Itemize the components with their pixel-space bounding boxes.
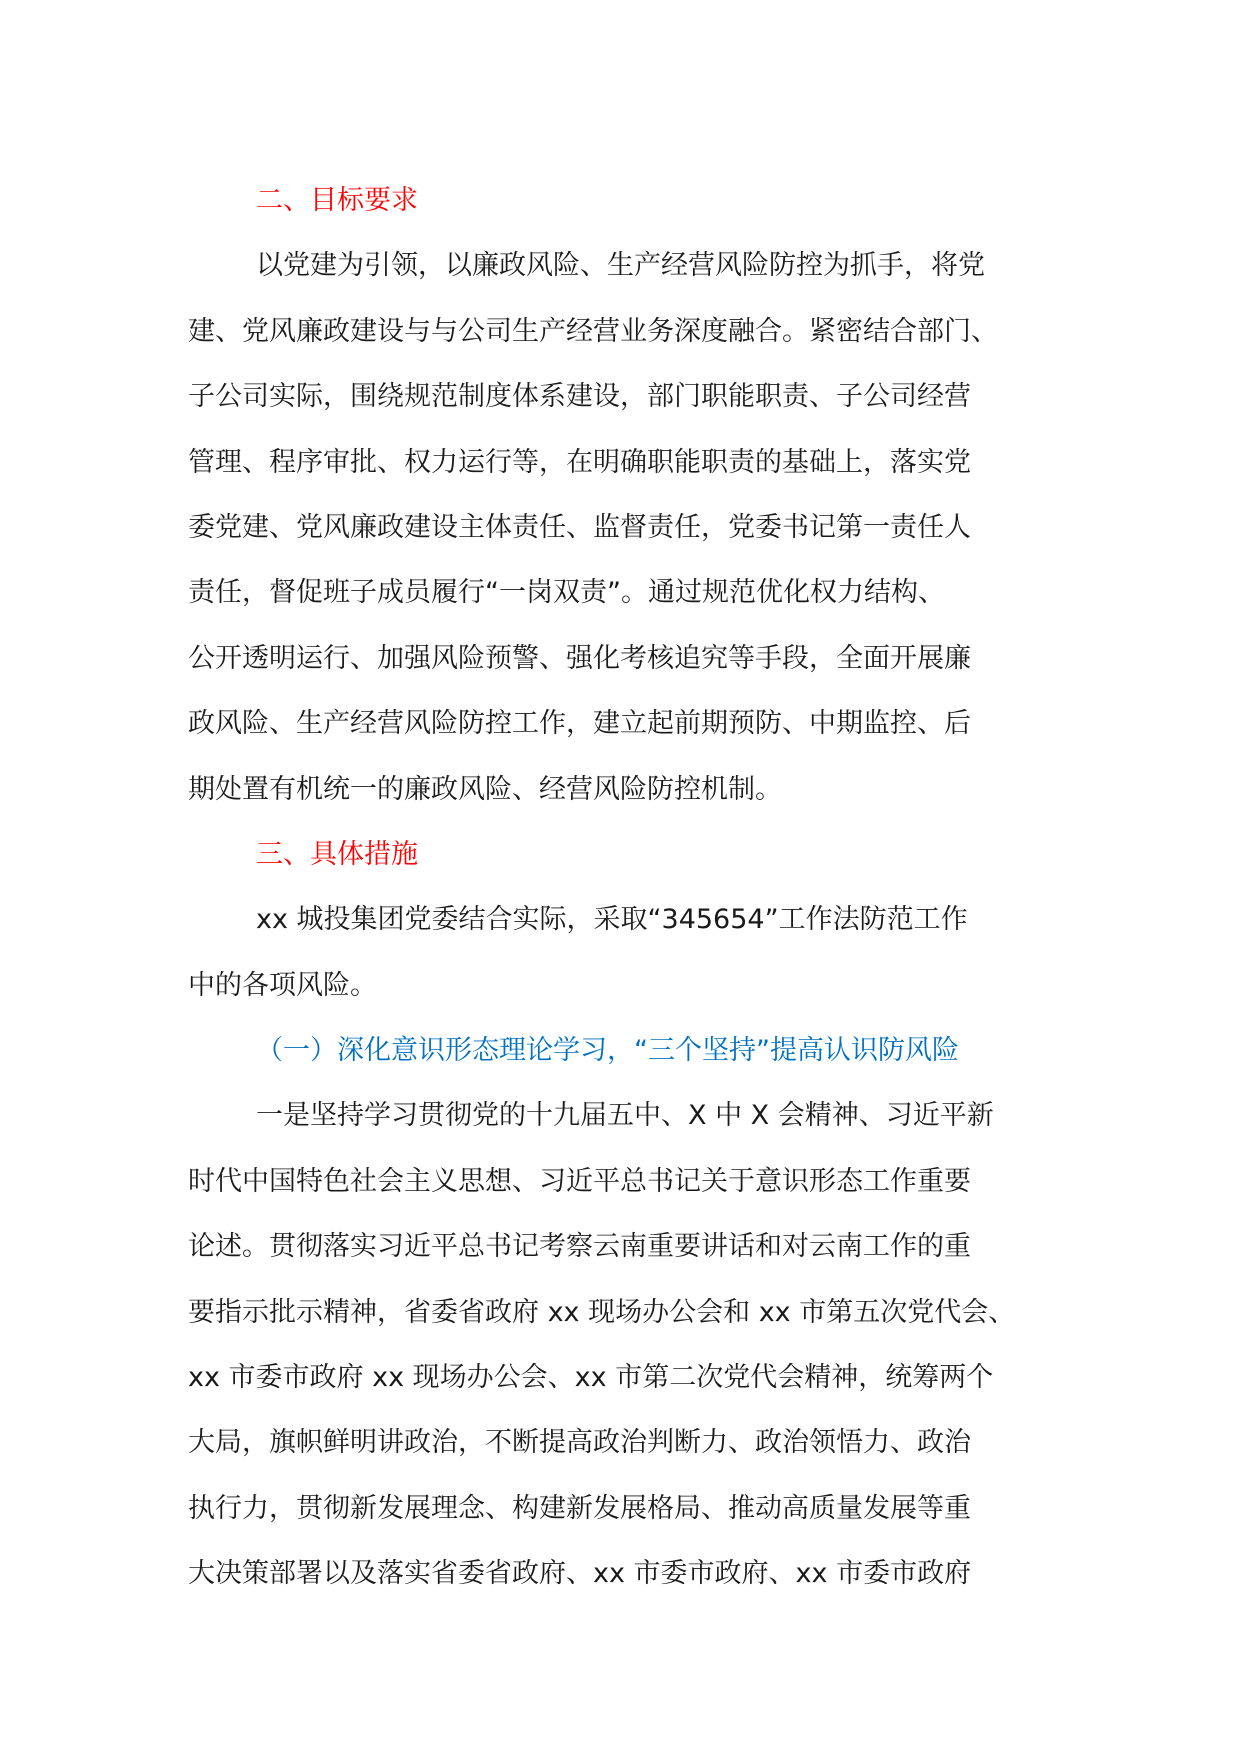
section-heading-goals: 二、目标要求	[256, 185, 418, 216]
section-heading-measures: 三、具体措施	[256, 838, 418, 870]
paragraph-line: 建、党风廉政建设与与公司生产经营业务深度融合。紧密结合部门、	[188, 315, 998, 347]
document-body	[188, 168, 1052, 1607]
paragraph-line: 要指示批示精神，省委省政府 xx 现场办公会和 xx 市第五次党代会、	[188, 1296, 1016, 1328]
paragraph-line: 执行力，贯彻新发展理念、构建新发展格局、推动高质量发展等重	[188, 1492, 971, 1524]
paragraph-goals	[188, 233, 1052, 822]
paragraph-line: 以党建为引领，以廉政风险、生产经营风险防控为抓手，将党	[256, 250, 985, 282]
paragraph-line: 中的各项风险。	[188, 969, 377, 1001]
paragraph-line: 一是坚持学习贯彻党的十九届五中、X 中 X 会精神、习近平新	[256, 1100, 994, 1132]
paragraph-line: 期处置有机统一的廉政风险、经营风险防控机制。	[188, 773, 782, 805]
paragraph-line: 公开透明运行、加强风险预警、强化考核追究等手段，全面开展廉	[188, 642, 971, 674]
paragraph-line: 大局，旗帜鲜明讲政治，不断提高政治判断力、政治领悟力、政治	[188, 1427, 971, 1459]
paragraph-line: xx 城投集团党委结合实际，采取“345654”工作法防范工作	[256, 904, 968, 936]
paragraph-line: 责任，督促班子成员履行“一岗双责”。通过规范优化权力结构、	[188, 577, 945, 609]
paragraph-study	[188, 1083, 1052, 1606]
paragraph-method	[188, 887, 1052, 1018]
paragraph-line: xx 市委市政府 xx 现场办公会、xx 市第二次党代会精神，统筹两个	[188, 1362, 994, 1394]
paragraph-line: 论述。贯彻落实习近平总书记考察云南重要讲话和对云南工作的重	[188, 1231, 971, 1263]
paragraph-line: 时代中国特色社会主义思想、习近平总书记关于意识形态工作重要	[188, 1165, 971, 1197]
subsection-heading-ideology: （一）深化意识形态理论学习，“三个坚持”提高认识防风险	[256, 1035, 959, 1067]
paragraph-line: 大决策部署以及落实省委省政府、xx 市委市政府、xx 市委市政府	[188, 1558, 972, 1590]
paragraph-line: 子公司实际，围绕规范制度体系建设，部门职能职责、子公司经营	[188, 381, 971, 413]
paragraph-line: 政风险、生产经营风险防控工作，建立起前期预防、中期监控、后	[188, 708, 971, 740]
paragraph-line: 管理、程序审批、权力运行等，在明确职能职责的基础上，落实党	[188, 446, 971, 478]
paragraph-line: 委党建、党风廉政建设主体责任、监督责任，党委书记第一责任人	[188, 511, 971, 543]
